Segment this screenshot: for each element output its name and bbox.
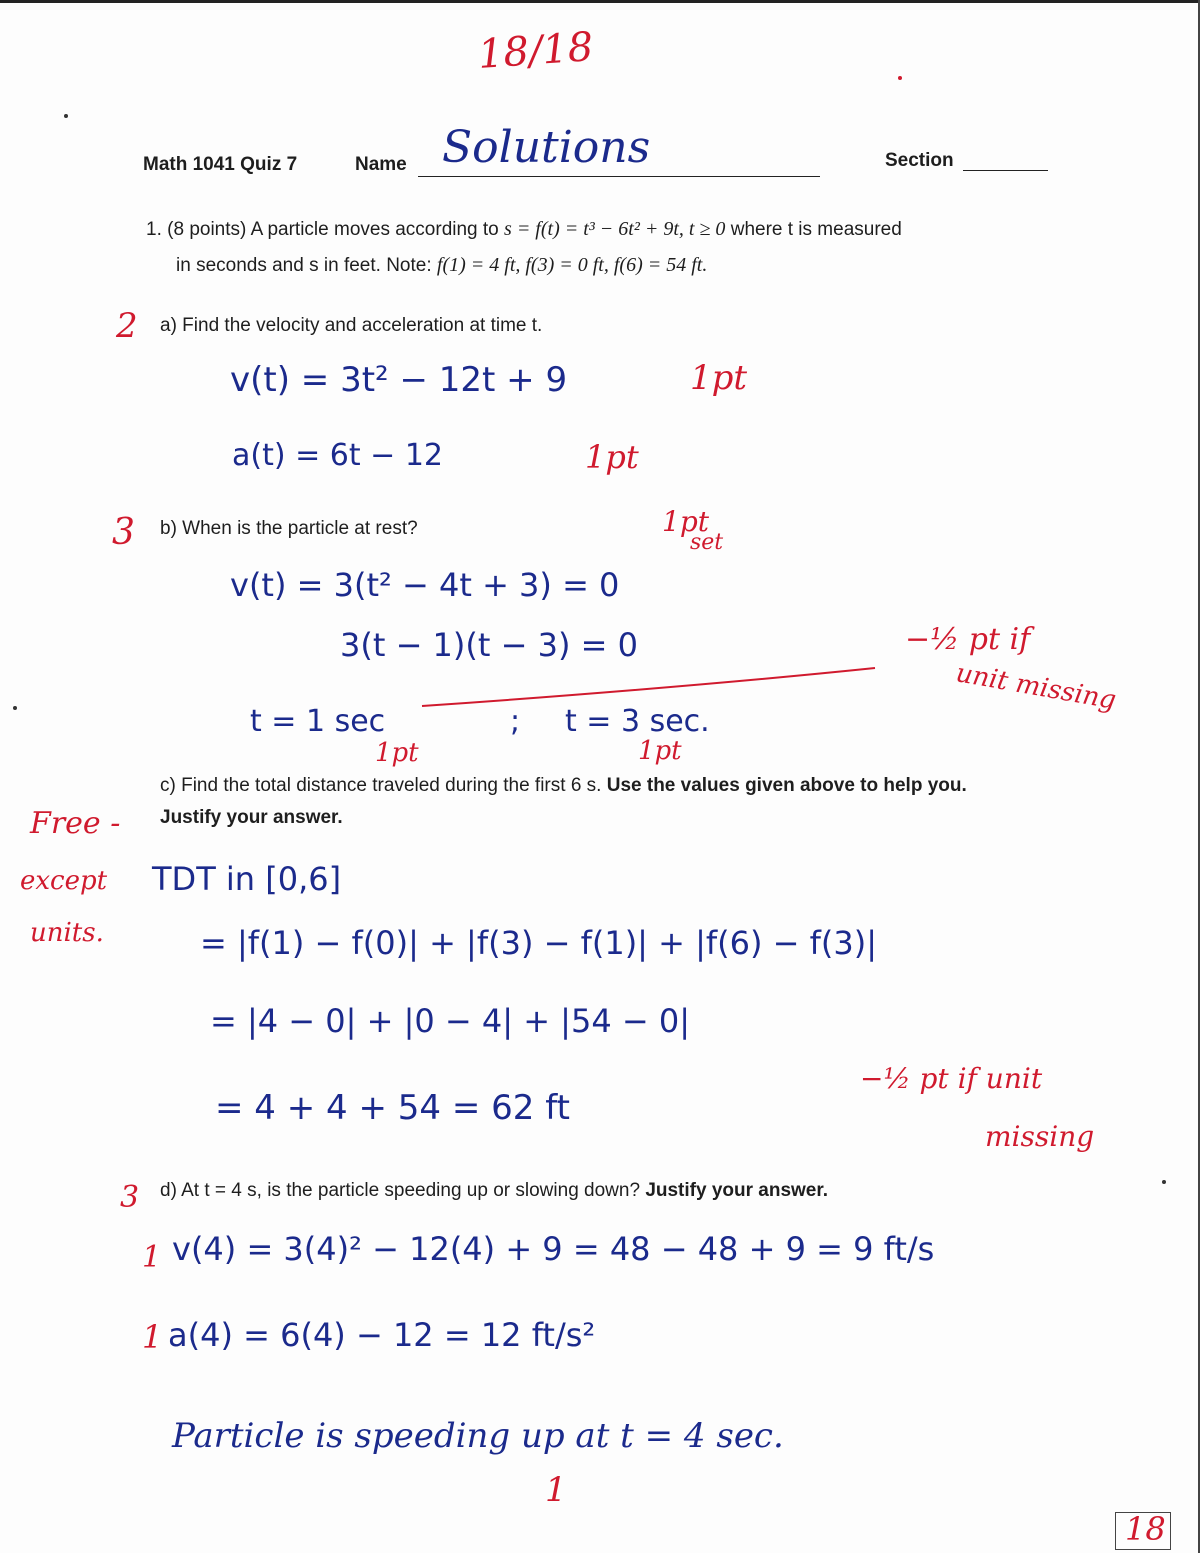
- section-label: Section: [885, 150, 954, 171]
- name-underline: [418, 176, 820, 177]
- part-b-line-1: v(t) = 3(t² − 4t + 3) = 0: [230, 566, 620, 604]
- course-title: Math 1041 Quiz 7: [143, 154, 298, 175]
- part-c-units-note: units.: [30, 918, 104, 948]
- problem-intro: [146, 218, 902, 241]
- part-b-set-mark: 1pt: [662, 505, 709, 538]
- scan-speck: [64, 114, 68, 118]
- part-c-line-1: TDT in [0,6]: [152, 860, 342, 898]
- part-d-acceleration-mark: 1: [142, 1318, 163, 1356]
- part-d-line-2: a(4) = 6(4) − 12 = 12 ft/s²: [168, 1316, 596, 1354]
- problem-given-values: f(1) = 4 ft, f(3) = 0 ft, f(6) = 54 ft.: [436, 254, 708, 276]
- problem-line-2-text: in seconds and s in feet. Note:: [176, 255, 432, 276]
- part-c-question: [160, 775, 967, 797]
- total-score: 18: [1125, 1510, 1166, 1548]
- part-d-question-text: d) At t = 4 s, is the particle speeding up or slowing down?: [160, 1180, 641, 1201]
- problem-function: s = f(t) = t³ − 6t² + 9t, t ≥ 0: [504, 218, 726, 240]
- part-b-deduction: −½ pt if: [905, 622, 1031, 657]
- part-c-question-text: c) Find the total distance traveled during the first 6 s.: [160, 775, 602, 796]
- part-c-except-note: except: [20, 866, 108, 896]
- part-a-score: 2: [116, 306, 138, 346]
- part-c-question-bold: Use the values given above to help you.: [606, 775, 967, 796]
- part-a-acceleration-mark: 1pt: [585, 438, 639, 476]
- part-c-deduction-2: missing: [985, 1120, 1095, 1153]
- part-d-line-1: v(4) = 3(4)² − 12(4) + 9 = 48 − 48 + 9 = 9 ft/s: [172, 1230, 935, 1268]
- scan-speck: [13, 706, 17, 710]
- problem-line-2: [176, 254, 707, 277]
- part-d-question: [160, 1180, 828, 1202]
- part-c-line-2: = |f(1) − f(0)| + |f(3) − f(1)| + |f(6) − f(3)|: [200, 924, 878, 962]
- name-label: Name: [355, 154, 407, 175]
- part-c-line-3: = |4 − 0| + |0 − 4| + |54 − 0|: [210, 1002, 690, 1040]
- part-b-score: 3: [112, 512, 135, 553]
- part-d-velocity-mark: 1: [142, 1240, 162, 1275]
- page-top-edge: [0, 0, 1200, 3]
- part-d-conclusion-mark: 1: [545, 1470, 567, 1510]
- part-c-deduction: −½ pt if unit: [860, 1062, 1043, 1095]
- part-b-root-1: t = 1 sec: [250, 704, 386, 739]
- problem-intro-text: (8 points) A particle moves according to: [167, 219, 499, 240]
- part-d-question-bold: Justify your answer.: [645, 1180, 828, 1201]
- part-b-line-2: 3(t − 1)(t − 3) = 0: [340, 626, 638, 664]
- part-b-root-1-mark: 1pt: [375, 738, 419, 768]
- part-b-question: b) When is the particle at rest?: [160, 518, 418, 539]
- part-d-score: 3: [120, 1180, 140, 1215]
- grade-score: 18/18: [476, 24, 595, 78]
- problem-intro-tail: where t is measured: [730, 219, 902, 240]
- name-value: Solutions: [442, 122, 651, 173]
- scan-speck: [898, 76, 902, 80]
- part-a-velocity-mark: 1pt: [690, 358, 748, 398]
- part-a-acceleration: a(t) = 6t − 12: [232, 438, 443, 473]
- part-b-root-2-mark: 1pt: [638, 736, 682, 766]
- part-c-justify: Justify your answer.: [160, 807, 343, 828]
- part-c-free-note: Free -: [30, 806, 121, 841]
- part-a-question: a) Find the velocity and acceleration at time t.: [160, 315, 543, 336]
- part-b-root-2: t = 3 sec.: [565, 704, 710, 739]
- part-a-velocity: v(t) = 3t² − 12t + 9: [230, 360, 568, 400]
- part-b-set-mark-sub: set: [690, 530, 724, 555]
- part-c-line-4: = 4 + 4 + 54 = 62 ft: [215, 1088, 570, 1128]
- part-d-line-3: Particle is speeding up at t = 4 sec.: [172, 1416, 784, 1456]
- scan-speck: [1162, 1180, 1166, 1184]
- problem-number: 1.: [146, 219, 162, 240]
- section-underline: [963, 170, 1048, 171]
- part-b-separator: ;: [510, 704, 521, 739]
- part-b-deduction-2: unit missing: [953, 658, 1119, 716]
